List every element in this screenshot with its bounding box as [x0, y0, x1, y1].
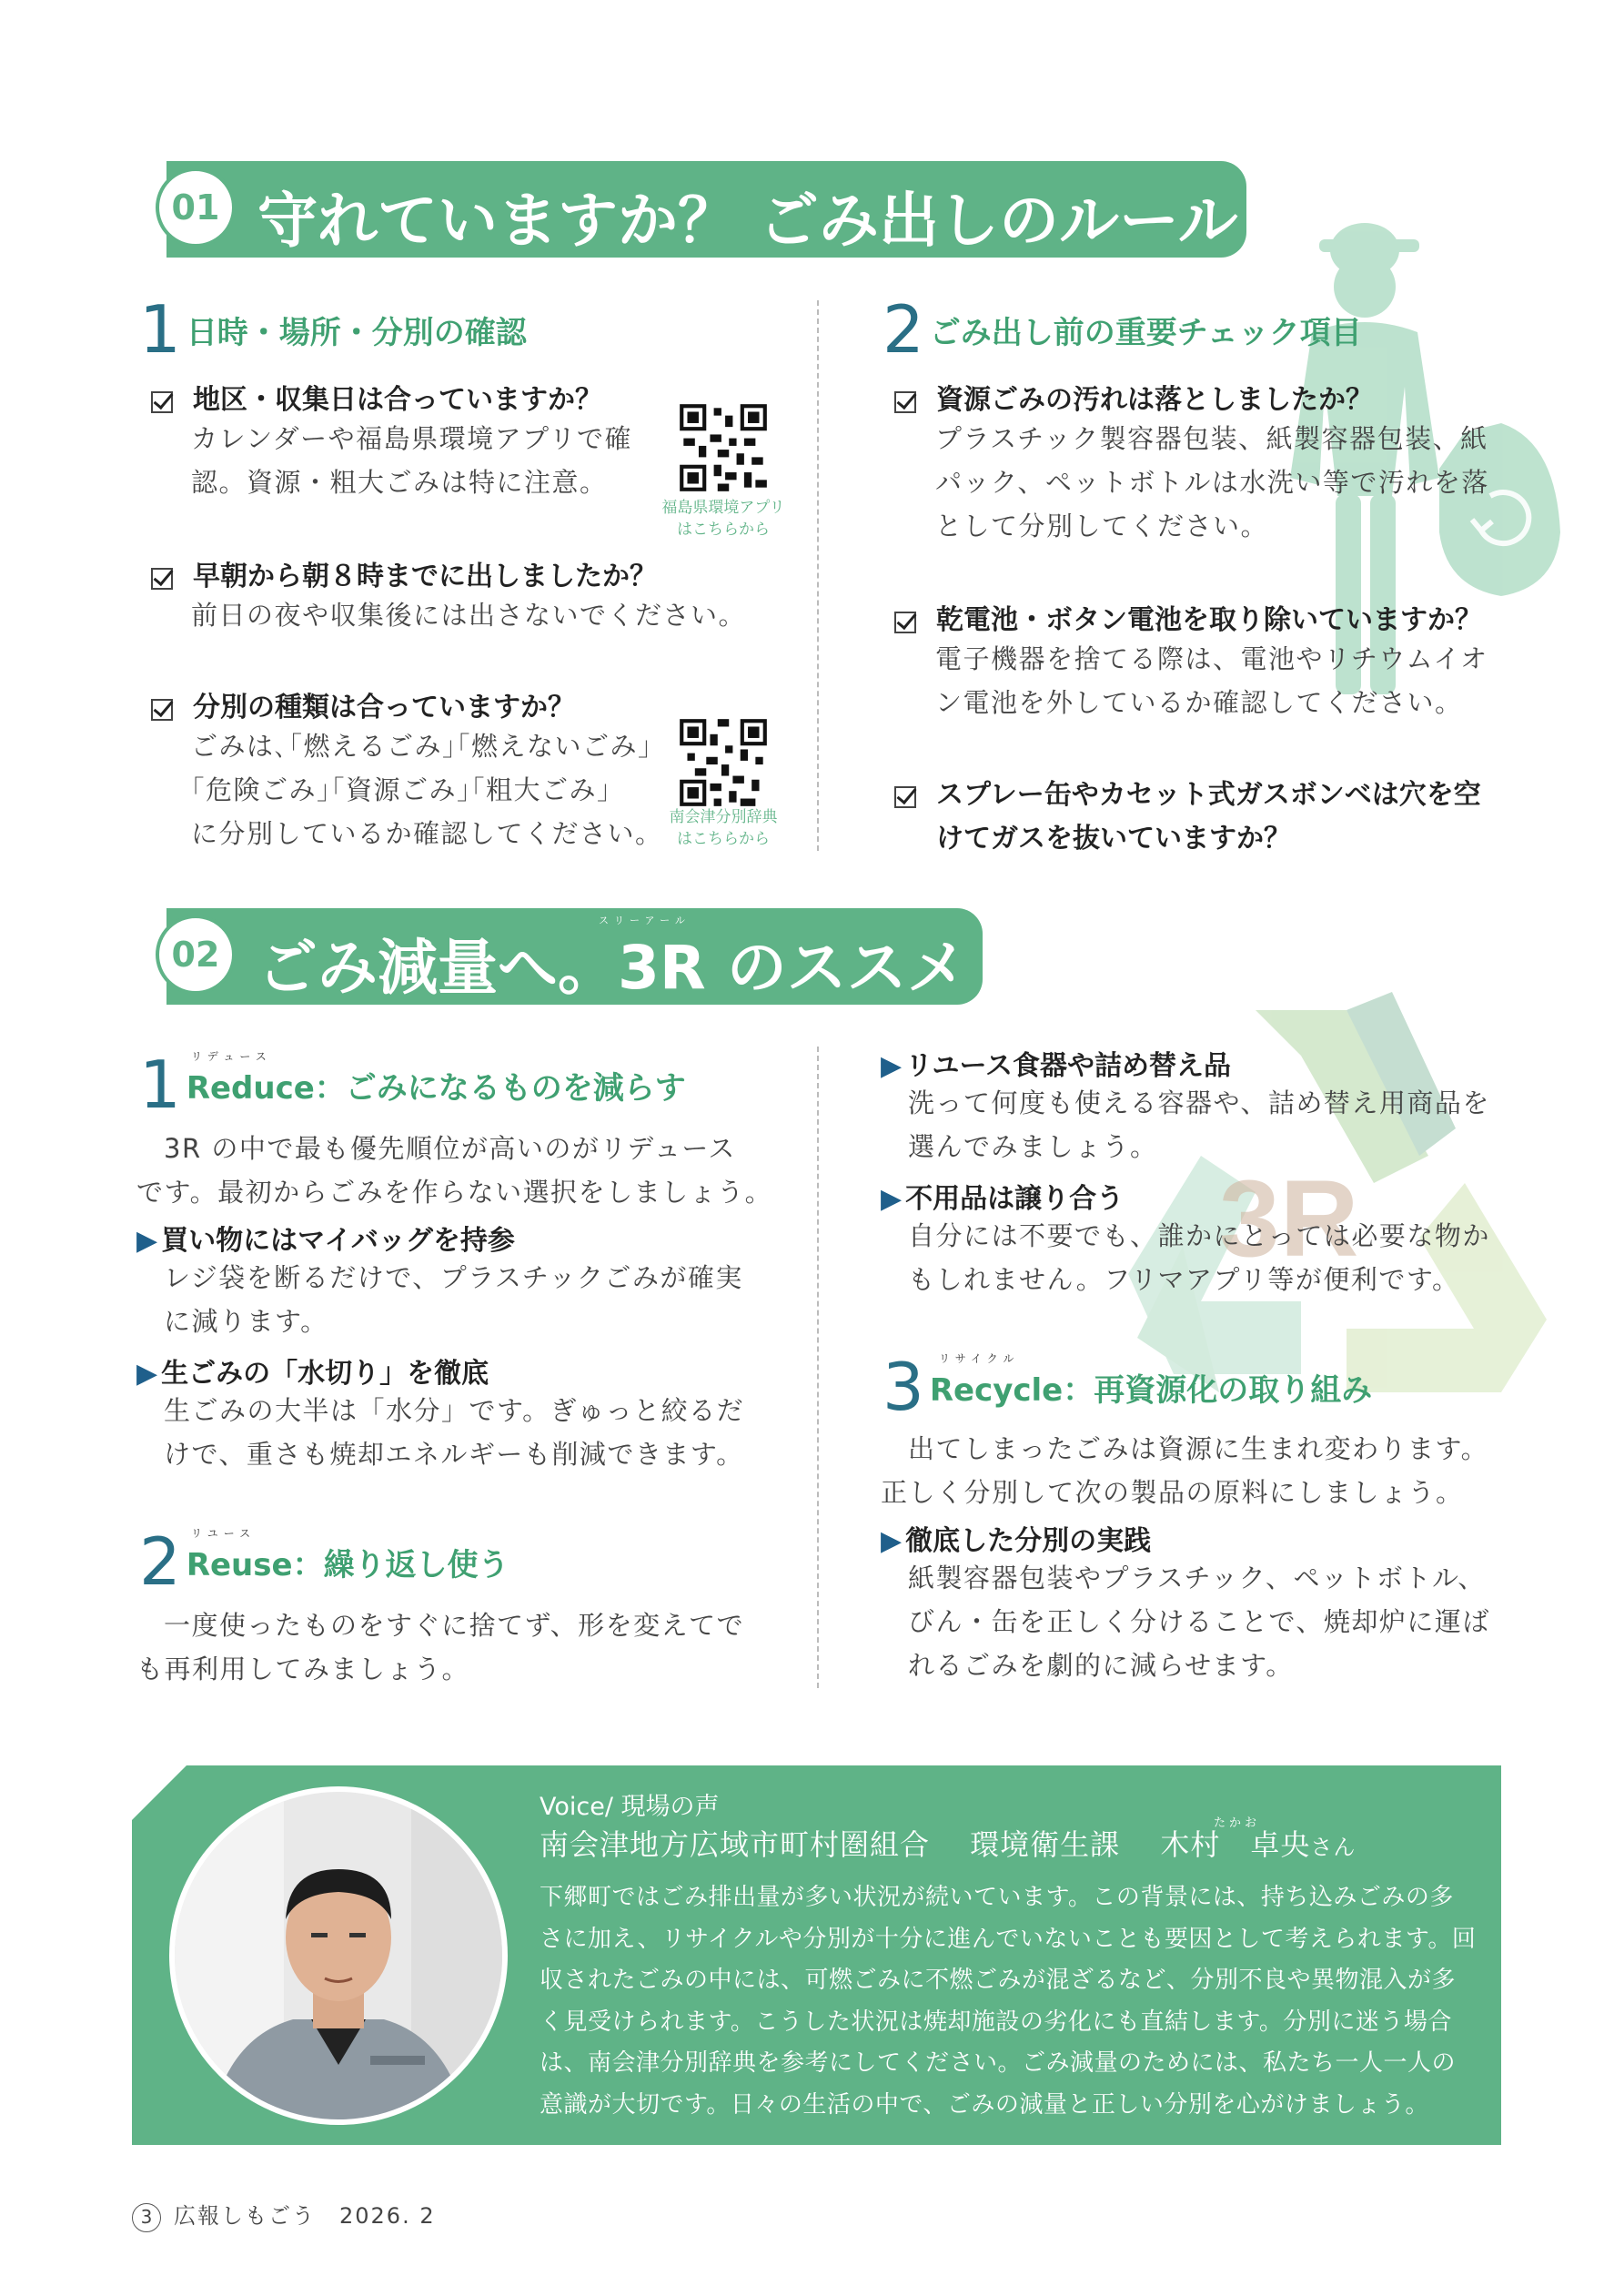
section1-right-heading-text: ごみ出し前の重要チェック項目 [929, 314, 1362, 351]
bullet-text: 買い物にはマイバッグを持参 [161, 1225, 515, 1257]
voice-speaker [540, 1822, 1356, 1864]
section2-column-divider [817, 1047, 819, 1688]
reuse-dishes-body [908, 1081, 1490, 1168]
check-question: 資源ごみの汚れは落としましたか？ [936, 384, 1373, 416]
reuse-heading-text: Reuse：繰り返し使う [186, 1546, 509, 1583]
body-line: も再利用してみましょう。 [136, 1654, 470, 1684]
reuse-bullet-share [881, 1176, 1124, 1216]
recycle-bullet-sorting [881, 1518, 1151, 1558]
qr-code-fukushima-app[interactable] [676, 400, 771, 495]
body-line: 自分には不要でも、誰かにとっては必要な物か [908, 1220, 1490, 1251]
body-line: 一度使ったものをすぐに捨てず、形を変えてで [164, 1610, 745, 1641]
triangle-bullet-icon: ▶ [136, 1358, 158, 1390]
qr-caption-line: はこちらから [677, 830, 770, 848]
body-line: れるごみを劇的に減らせます。 [908, 1650, 1294, 1681]
reuse-body [136, 1603, 744, 1691]
page-number: 3 [132, 2203, 161, 2232]
reduce-intro [136, 1127, 772, 1214]
body-line: ン電池を外しているか確認してください。 [935, 687, 1463, 718]
reuse-share-body [908, 1214, 1490, 1301]
check-item-district [151, 377, 602, 417]
body-line: びん・缶を正しく分けることで、焼却炉に運ば [908, 1606, 1490, 1637]
reduce-ruby: リデュース [191, 1050, 272, 1063]
triangle-bullet-icon: ▶ [881, 1050, 903, 1082]
qr-caption-sorting-dictionary [653, 806, 793, 850]
check-item-time [151, 553, 657, 593]
recycle-sorting-body [908, 1556, 1490, 1687]
reuse-heading [139, 1523, 509, 1600]
reduce-heading [139, 1047, 686, 1123]
section2-title-ruby: スリーアール [599, 915, 691, 926]
checkbox-icon [151, 391, 173, 413]
checkbox-icon [151, 568, 173, 590]
body-line: カレンダーや福島県環境アプリで確 [191, 423, 632, 454]
checkbox-icon [894, 786, 916, 808]
qr-caption-fukushima-app [653, 497, 793, 541]
check-item-clean [894, 377, 1373, 417]
section1-left-heading-num: 1 [139, 291, 181, 368]
voice-honorific: さん [1310, 1835, 1357, 1860]
section1-banner [166, 161, 1246, 258]
check-question: 分別の種類は合っていますか？ [193, 692, 575, 723]
body-line: ｢危険ごみ｣｢資源ごみ｣｢粗大ごみ｣ [191, 774, 612, 805]
section1-right-heading [883, 291, 1362, 368]
body-line: 出てしまったごみは資源に生まれ変わります。 [908, 1433, 1489, 1464]
body-line: ごみは､｢燃えるごみ｣｢燃えないごみ｣ [191, 731, 653, 762]
recycle-heading-num: 3 [883, 1349, 924, 1425]
reduce-heading-text: Reduce：ごみになるものを減らす [186, 1069, 686, 1107]
recycle-heading [883, 1349, 1372, 1425]
body-line: 認。資源・粗大ごみは特に注意。 [191, 467, 608, 498]
section2-number: 02 [156, 915, 236, 995]
check-item-battery [894, 597, 1482, 637]
section1-column-divider [817, 300, 819, 851]
voice-label: Voice/ 現場の声 [540, 1793, 720, 1821]
body-line: 正しく分別して次の製品の原料にしましょう。 [881, 1477, 1464, 1508]
check-body [191, 417, 632, 504]
section1-title: 守れていますか？ ごみ出しのルール [257, 186, 1238, 256]
recycle-ruby: リサイクル [939, 1352, 1020, 1365]
section1-left-heading-text: 日時・場所・分別の確認 [186, 314, 527, 351]
check-question: 乾電池・ボタン電池を取り除いていますか？ [936, 604, 1482, 636]
check-body [935, 417, 1489, 548]
check-question: 地区・収集日は合っていますか？ [193, 384, 602, 416]
check-question: けてガスを抜いていますか？ [936, 823, 1291, 855]
body-line: 3R の中で最も優先順位が高いのがリデュース [164, 1133, 736, 1164]
body-line: もしれません。フリマアプリ等が便利です。 [908, 1264, 1460, 1295]
body-line: 洗って何度も使える容器や、詰め替え用商品を [908, 1087, 1490, 1118]
page-footer [132, 2198, 436, 2232]
body-line: けで、重さも焼却エネルギーも削減できます。 [164, 1439, 744, 1470]
checkbox-icon [894, 391, 916, 413]
voice-quote: 下郷町ではごみ排出量が多い状況が続いています。この背景には、持ち込みごみの多さに加え、リサイクルや分別が十分に進んでいないことも要因として考えられます。回収されたごみの中には、可燃ごみに不燃ごみが混ざるなど、分別不良や異物混入が多く見受けられます。こうした状況は焼却施設の劣化にも直結します。分別に迷う場合は、南会津分別辞典を参考にしてください。ごみ減量のためには、私たち一人一人の意識が大切です。日々の生活の中で、ごみの減量と正しい分別を心がけましょう。 [540, 1884, 1477, 2119]
check-item-sorting [151, 684, 575, 724]
reduce-heading-num: 1 [139, 1047, 181, 1123]
bullet-text: 生ごみの「水切り」を徹底 [161, 1358, 489, 1390]
triangle-bullet-icon: ▶ [881, 1183, 903, 1215]
bullet-text: 徹底した分別の実践 [905, 1525, 1152, 1557]
section1-right-heading-num: 2 [883, 291, 924, 368]
staff-photo [169, 1786, 508, 2125]
reduce-water-body [164, 1389, 744, 1476]
check-item-spray-cont [936, 815, 1291, 855]
check-item-spray [894, 772, 1481, 812]
qr-caption-line: はこちらから [677, 521, 770, 539]
section1-left-heading [139, 291, 527, 368]
voice-name-ruby: たかお [1214, 1816, 1261, 1830]
checkbox-icon [151, 699, 173, 721]
check-body [191, 724, 663, 855]
check-body [935, 637, 1488, 724]
qr-code-sorting-dictionary[interactable] [676, 715, 771, 810]
reduce-mybag-body [164, 1256, 743, 1343]
footer-publication: 広報しもごう 2026. 2 [174, 2203, 436, 2229]
voice-organization: 南会津地方広域市町村圏組合 環境衛生課 木村 [540, 1827, 1251, 1862]
voice-person-name: 卓央 [1250, 1827, 1311, 1862]
body-line: プラスチック製容器包装、紙製容器包装、紙 [935, 423, 1488, 454]
triangle-bullet-icon: ▶ [881, 1525, 903, 1557]
section2-title: ごみ減量へ。3R のススメ [257, 933, 967, 1003]
qr-caption-line: 福島県環境アプリ [661, 499, 785, 517]
body-line: に減ります。 [164, 1306, 328, 1337]
body-line: 生ごみの大半は「水分」です。ぎゅっと絞るだ [164, 1395, 745, 1426]
recycle-heading-text: Recycle：再資源化の取り組み [929, 1371, 1373, 1409]
body-line: 紙製容器包装やプラスチック、ペットボトル、 [908, 1563, 1486, 1593]
check-body [191, 593, 746, 637]
reduce-bullet-mybag [136, 1218, 515, 1258]
reuse-heading-num: 2 [139, 1523, 181, 1600]
triangle-bullet-icon: ▶ [136, 1225, 158, 1257]
body-line: レジ袋を断るだけで、プラスチックごみが確実 [164, 1262, 743, 1293]
section2-banner [166, 908, 983, 1005]
recycle-intro [881, 1427, 1488, 1514]
check-question: 早朝から朝８時までに出しましたか？ [193, 561, 657, 592]
qr-caption-line: 南会津分別辞典 [669, 808, 778, 826]
body-line: です。最初からごみを作らない選択をしましょう。 [136, 1177, 773, 1208]
reduce-bullet-water [136, 1350, 489, 1391]
body-line: に分別しているか確認してください。 [191, 818, 663, 849]
bullet-text: 不用品は譲り合う [905, 1183, 1125, 1215]
body-line: 選んでみましょう。 [908, 1131, 1158, 1162]
check-question: スプレー缶やカセット式ガスボンベは穴を空 [936, 779, 1481, 811]
reuse-bullet-dishes [881, 1043, 1231, 1083]
bullet-text: リユース食器や詰め替え品 [905, 1050, 1231, 1082]
staff-portrait-image [175, 1792, 502, 2119]
body-line: パック、ペットボトルは水洗い等で汚れを落 [935, 467, 1489, 498]
body-line: として分別してください。 [935, 511, 1269, 541]
section1-number: 01 [156, 167, 236, 248]
3r-watermark-text: 3R [1219, 1158, 1359, 1279]
reuse-ruby: リユース [191, 1527, 257, 1540]
body-line: 電子機器を捨てる際は、電池やリチウムイオ [935, 643, 1488, 674]
body-line: 前日の夜や収集後には出さないでください。 [191, 600, 747, 631]
checkbox-icon [894, 612, 916, 633]
